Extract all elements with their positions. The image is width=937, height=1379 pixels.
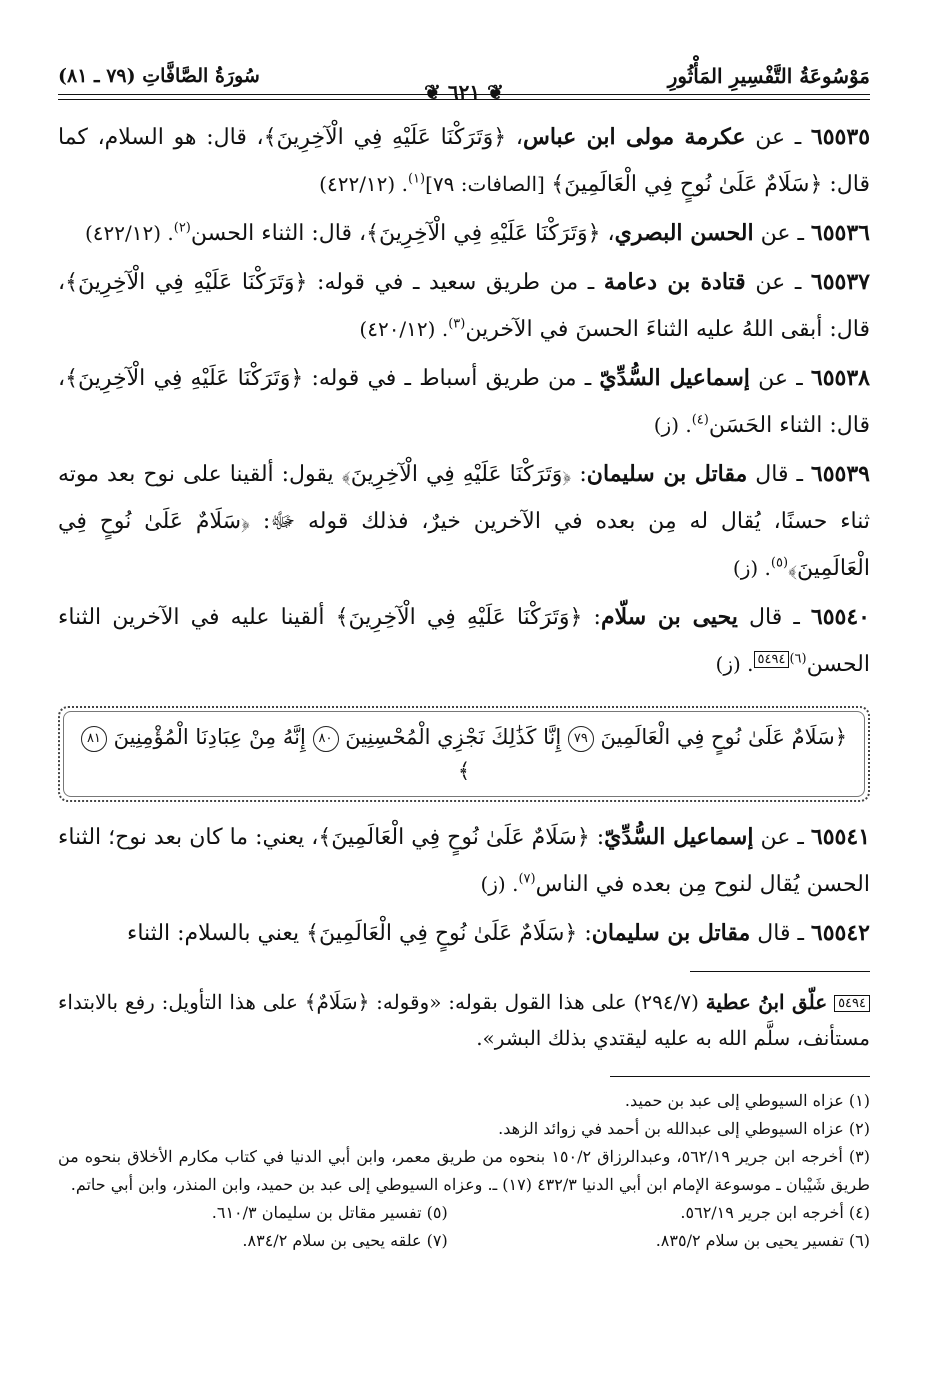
entry-text: ، يعني: ما كان بعد نوح؛ الثناء الحسن يُقال لنوح مِن بعده في الناس <box>58 825 870 897</box>
footnote-4: (٤) أخرجه ابن جرير ٥٦٢/١٩. <box>680 1203 870 1222</box>
commentator-name: علّق ابنُ عطية <box>705 990 828 1014</box>
entry-number: ٦٥٥٤٢ <box>810 920 870 946</box>
entry-text: ـ من طريق سعيد ـ في قوله: <box>307 270 604 295</box>
entry-source: . (ز) <box>732 556 771 580</box>
entry-number: ٦٥٥٣٧ <box>810 269 870 295</box>
footnote-marker[interactable]: (٣) <box>448 316 466 332</box>
entry-65542 <box>58 910 870 957</box>
quran-quote: ﴿سَلَامٌ عَلَىٰ نُوحٍ فِي الْعَالَمِينَ﴾ <box>318 825 590 850</box>
entry-text: يقول: ألقينا على نوح بعد موته ثناء حسنًا، يُقال له مِن بعده في الآخرين خيرٌ، فذلك قوله ﷻ: <box>58 462 870 534</box>
footnotes <box>58 1087 870 1255</box>
document-page <box>58 58 870 1348</box>
footnote-marker[interactable]: (٢) <box>173 220 191 236</box>
entry-source: . (ز) <box>480 872 519 896</box>
page-number: ❦ ٦٢١ ❦ <box>424 80 504 104</box>
entry-65535 <box>58 114 870 208</box>
narrator-name: إسماعيل السُّدِّيّ <box>599 365 750 391</box>
narrator-name: الحسن البصري <box>614 220 754 246</box>
commentary-number-box: ٥٤٩٤ <box>834 995 870 1012</box>
entry-source: . (ز) <box>653 413 692 437</box>
ayah-number-marker: ٨١ <box>81 726 107 752</box>
entry-65537 <box>58 259 870 353</box>
footnote-3: (٣) أخرجه ابن جرير ٥٦٢/١٩، وعبدالرزاق ١٥٠/٢ بنحوه من طريق معمر، وابن أبي الدنيا في كتاب مكارم الأخلاق بنحوه من طريق شَيْبان ـ موسوعة الإمام ابن أبي الدنيا ٤٣٢/٣ (١٧) ـ. وعزاه السيوطي إلى عبد بن حميد، وابن المنذر، وابن أبي حاتم. <box>58 1147 871 1194</box>
commentary-reference-box[interactable]: ٥٤٩٤ <box>754 651 790 668</box>
entry-65540 <box>58 594 870 688</box>
entry-65539 <box>58 451 870 592</box>
commentary-note <box>58 984 870 1056</box>
entry-lead: ـ قال <box>737 605 811 630</box>
entry-lead: ـ عن <box>753 221 811 246</box>
entry-65541 <box>58 814 870 908</box>
quran-quote: ﴿سَلَامٌ عَلَىٰ نُوحٍ فِي الْعَالَمِينَ﴾ <box>306 921 578 946</box>
quran-quote: ﴿وَتَرَكْنَا عَلَيْهِ فِي الْآخِرِينَ﴾ <box>341 462 572 487</box>
running-header <box>58 58 870 104</box>
footnote-separator <box>610 1076 870 1077</box>
surah-range: سُورَةُ الصَّافَّاتِ (٧٩ ـ ٨١) <box>58 65 260 87</box>
footnote-marker[interactable]: (٦) <box>789 651 807 667</box>
main-text <box>58 114 870 957</box>
entry-number: ٦٥٥٤١ <box>810 824 871 850</box>
commentary-text: على هذا التأويل: رفع بالابتداء مستأنف، سلَّم الله به عليه ليقتدي بذلك البشر». <box>58 990 870 1050</box>
footnote-grid-row-2 <box>58 1227 870 1255</box>
narrator-name: مقاتل بن سليمان <box>591 920 751 946</box>
page-number-value: ٦٢١ <box>447 80 481 104</box>
entry-number: ٦٥٥٣٦ <box>810 220 870 246</box>
footnote-grid-row-1 <box>58 1199 870 1227</box>
footnote-6: (٦) تفسير يحيى بن سلام ٨٣٥/٢. <box>655 1231 870 1250</box>
entry-text: : <box>589 825 605 850</box>
quran-quote: ﴿وَتَرَكْنَا عَلَيْهِ فِي الْآخِرِينَ﴾ <box>335 605 583 630</box>
entry-65538 <box>58 355 870 449</box>
entry-text: ـ من طريق أسباط ـ في قوله: <box>303 366 600 391</box>
entry-number: ٦٥٥٣٨ <box>810 365 870 391</box>
entry-text: ، <box>600 221 615 246</box>
entry-lead: ـ عن <box>753 825 811 850</box>
entry-text: ألقينا عليه في الآخرين الثناء الحسن <box>58 605 870 677</box>
entry-lead: ـ قال <box>747 462 811 487</box>
verse-text: إِنَّا كَذَٰلِكَ نَجْزِي الْمُحْسِنِينَ <box>345 725 562 749</box>
footnote-2: (٢) عزاه السيوطي إلى عبدالله بن أحمد في زوائد الزهد. <box>498 1119 870 1138</box>
entry-text: ، <box>506 125 523 150</box>
footnote-5: (٥) تفسير مقاتل بن سليمان ٦١٠/٣. <box>211 1203 448 1222</box>
entry-source: . (٤٢٠/١٢) <box>359 317 449 341</box>
ayah-number-marker: ٧٩ <box>568 726 594 752</box>
verse-text: ﴿سَلَامٌ عَلَىٰ نُوحٍ فِي الْعَالَمِينَ <box>600 725 848 749</box>
entry-number: ٦٥٥٤٠ <box>810 604 870 630</box>
entry-number: ٦٥٥٣٩ <box>810 461 870 487</box>
footnote-1: (١) عزاه السيوطي إلى عبد بن حميد. <box>624 1091 870 1110</box>
footnote-marker[interactable]: (٥) <box>770 555 789 571</box>
quran-quote: ﴿سَلَامٌ﴾ <box>304 990 370 1014</box>
entry-lead: ـ عن <box>749 366 811 391</box>
book-title: مَوْسُوعَةُ التَّفْسِيرِ المَأْثُورِ <box>667 64 870 88</box>
entry-text: ، قال: هو السلام، كما قال: <box>58 125 870 197</box>
entry-text: : <box>577 921 592 946</box>
quran-quote: ﴿وَتَرَكْنَا عَلَيْهِ فِي الْآخِرِينَ﴾ <box>65 270 308 295</box>
narrator-name: عكرمة مولى ابن عباس <box>522 124 746 150</box>
narrator-name: قتادة بن دعامة <box>603 269 746 295</box>
footnote-marker[interactable]: (١) <box>407 171 426 187</box>
quran-quote: ﴿وَتَرَكْنَا عَلَيْهِ فِي الْآخِرِينَ﴾ <box>65 366 304 391</box>
entry-65536 <box>58 210 870 257</box>
narrator-name: إسماعيل السُّدِّيّ <box>604 824 754 850</box>
entry-source: . (ز) <box>715 652 754 676</box>
entry-text: ، قال: الثناء الحَسَن <box>58 366 870 438</box>
entry-text: : <box>571 462 587 487</box>
commentary-separator <box>690 971 870 972</box>
entry-text: : <box>582 605 601 630</box>
entry-number: ٦٥٥٣٥ <box>810 124 871 150</box>
footnote-marker[interactable]: (٧) <box>518 871 536 887</box>
footnote-7: (٧) علقه يحيى بن سلام ٨٣٤/٢. <box>242 1231 448 1250</box>
quran-quote: ﴿سَلَامٌ عَلَىٰ نُوحٍ فِي الْعَالَمِينَ﴾ <box>551 172 823 197</box>
ayah-number-marker: ٨٠ <box>313 726 339 752</box>
quran-quote: ﴿وَتَرَكْنَا عَلَيْهِ فِي الْآخِرِينَ﴾ <box>366 221 601 246</box>
footnote-marker[interactable]: (٤) <box>691 412 709 428</box>
entry-lead: ـ عن <box>745 270 811 295</box>
narrator-name: يحيى بن سلّام <box>600 604 738 630</box>
narrator-name: مقاتل بن سليمان <box>586 461 748 487</box>
entry-text: يعني بالسلام: الثناء <box>127 921 307 946</box>
entry-lead: ـ عن <box>745 125 811 150</box>
entry-lead: ـ قال <box>750 921 811 946</box>
verse-text: إِنَّهُ مِنْ عِبَادِنَا الْمُؤْمِنِينَ <box>113 725 306 749</box>
entry-source: . (٤٢٢/١٢) <box>319 172 408 196</box>
entry-source: . (٤٢٢/١٢) <box>84 221 174 245</box>
verse-banner-text <box>63 711 865 797</box>
quran-quote: ﴿سَلَامٌ عَلَىٰ نُوحٍ فِي الْعَالَمِينَ﴾ <box>58 509 870 581</box>
entry-text: ، قال: أبقى اللهُ عليه الثناءَ الحسنَ في الآخرين <box>58 270 870 342</box>
quran-quote: ﴿وَتَرَكْنَا عَلَيْهِ فِي الْآخِرِينَ﴾ <box>263 125 507 150</box>
commentary-text: (٢٩٤/٧) على هذا القول بقوله: «وقوله: <box>369 990 706 1014</box>
verse-reference: [الصافات: ٧٩] <box>425 172 552 196</box>
verse-text: ﴾ <box>457 759 471 783</box>
entry-text: ، قال: الثناء الحسن <box>190 221 367 246</box>
verse-banner <box>58 706 870 802</box>
